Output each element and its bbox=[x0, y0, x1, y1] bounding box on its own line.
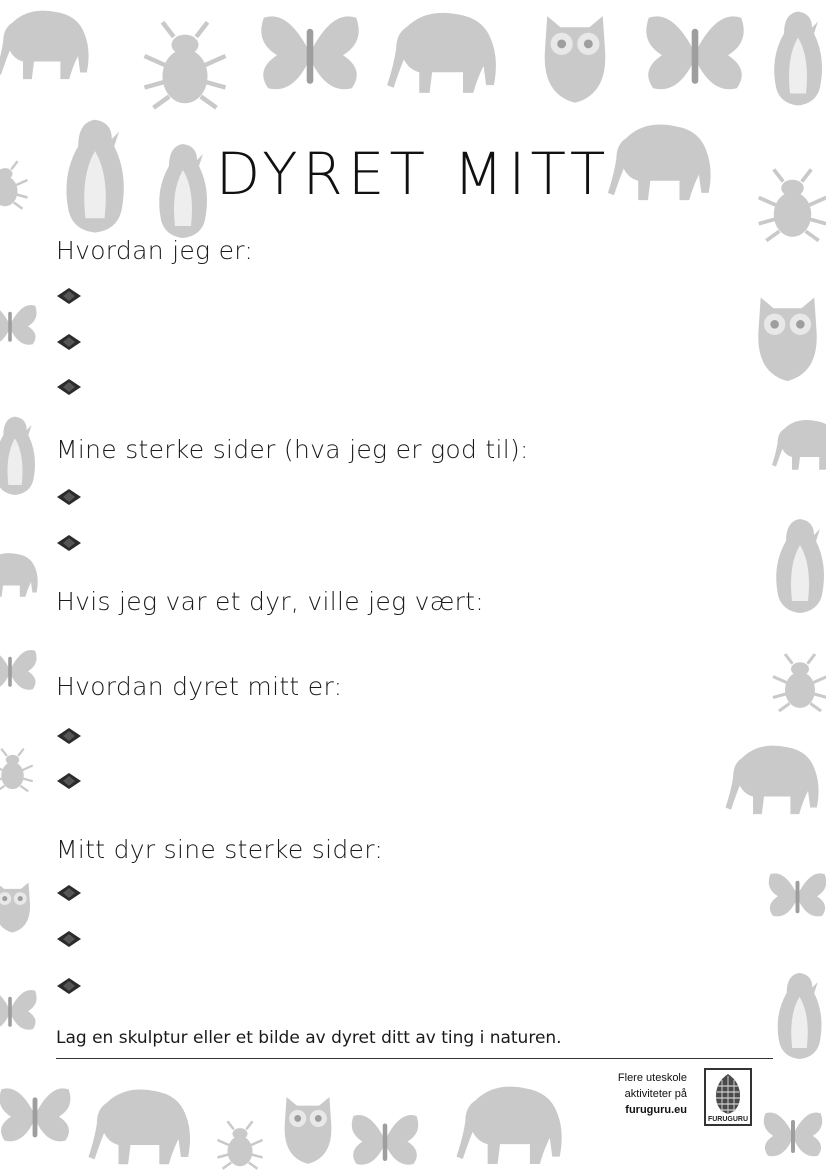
furuguru-logo bbox=[704, 1068, 752, 1126]
section-heading: Hvordan jeg er: bbox=[56, 236, 254, 265]
credit-site-link[interactable]: furuguru.eu bbox=[625, 1104, 687, 1116]
beetle-icon bbox=[215, 1120, 265, 1170]
bullet-icon bbox=[56, 930, 82, 948]
butterfly-icon bbox=[0, 1075, 75, 1155]
butterfly-icon bbox=[0, 280, 40, 370]
beetle-icon bbox=[0, 730, 35, 810]
owl-icon bbox=[0, 860, 35, 950]
credit-line2: aktiviteter på bbox=[624, 1088, 687, 1100]
logo-label: FURUGURU bbox=[707, 1116, 749, 1123]
bullet-icon bbox=[56, 884, 82, 902]
penguin-icon bbox=[770, 500, 826, 630]
credit-line1: Flere uteskole bbox=[617, 1072, 687, 1084]
butterfly-icon bbox=[640, 8, 750, 98]
owl-icon bbox=[278, 1085, 338, 1169]
owl-icon bbox=[535, 5, 615, 105]
page-title: DYRET MITT bbox=[215, 140, 611, 208]
bullet-icon bbox=[56, 287, 82, 305]
bullet-icon bbox=[56, 727, 82, 745]
divider bbox=[56, 1058, 773, 1059]
butterfly-icon bbox=[345, 1110, 425, 1170]
penguin-icon bbox=[772, 960, 826, 1070]
bullet-icon bbox=[56, 488, 82, 506]
elephant-icon bbox=[380, 8, 510, 98]
elephant-icon bbox=[0, 5, 100, 85]
section-heading: Mine sterke sider (hva jeg er god til): bbox=[56, 435, 529, 464]
penguin-icon bbox=[768, 0, 826, 115]
bullet-icon bbox=[56, 977, 82, 995]
section-heading: Mitt dyr sine sterke sider: bbox=[56, 835, 384, 864]
pinecone-icon bbox=[706, 1072, 750, 1116]
owl-icon bbox=[750, 280, 825, 390]
section-heading: Hvordan dyret mitt er: bbox=[56, 672, 343, 701]
credit-text bbox=[560, 1070, 687, 1118]
bullet-icon bbox=[56, 534, 82, 552]
elephant-icon bbox=[80, 1085, 205, 1169]
butterfly-icon bbox=[0, 970, 40, 1050]
elephant-icon bbox=[768, 395, 826, 495]
elephant-icon bbox=[450, 1082, 575, 1169]
bullet-icon bbox=[56, 333, 82, 351]
beetle-icon bbox=[770, 640, 826, 725]
elephant-icon bbox=[720, 735, 826, 825]
butterfly-icon bbox=[760, 1100, 826, 1169]
instruction-note: Lag en skulptur eller et bilde av dyret ditt av ting i naturen. bbox=[56, 1028, 562, 1048]
section-heading: Hvis jeg var et dyr, ville jeg vært: bbox=[56, 587, 484, 616]
penguin-icon bbox=[0, 400, 40, 510]
elephant-icon bbox=[0, 530, 45, 620]
bullet-icon bbox=[56, 378, 82, 396]
butterfly-icon bbox=[765, 850, 826, 940]
butterfly-icon bbox=[255, 8, 365, 98]
bullet-icon bbox=[56, 772, 82, 790]
butterfly-icon bbox=[0, 630, 40, 710]
beetle-icon bbox=[140, 20, 230, 110]
